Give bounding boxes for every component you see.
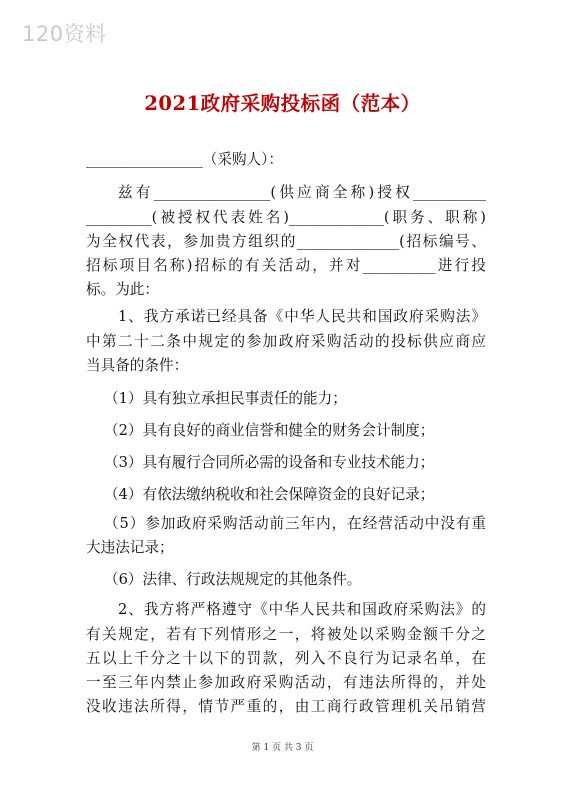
clause-2-line: 五以上千分之十以下的罚款，列入不良行为记录名单，在 [86, 650, 486, 667]
condition-item: （1）具有独立承担民事责任的能力； [104, 390, 347, 407]
purchaser-line: ________________（采购人）： [86, 151, 284, 168]
clause-1-line: 1、我方承诺已经具备《中华人民共和国政府采购法》 [118, 308, 486, 325]
body-line: 标。为此： [86, 281, 159, 298]
condition-item: （6）法律、行政法规规定的其他条件。 [104, 571, 362, 588]
clause-1-line: 中第二十二条中规定的参加政府采购活动的投标供应商应 [86, 333, 486, 350]
condition-item: （4）有依法缴纳税收和社会保障资金的良好记录； [104, 486, 435, 503]
condition-item: 大违法记录； [86, 539, 174, 556]
body-line: 为全权代表，参加贵方组织的______________(招标编号、 [86, 233, 486, 250]
body-line: 招标项目名称)招标的有关活动，并对__________进行投 [86, 257, 486, 274]
clause-2-line: 没收违法所得，情节严重的，由工商行政管理机关吊销营 [86, 698, 486, 715]
body-line: _________(被授权代表姓名)_____________(职务、职称) [86, 209, 486, 226]
condition-item: （2）具有良好的商业信誉和健全的财务会计制度； [104, 422, 435, 439]
document-title: 2021政府采购投标函（范本） [144, 92, 421, 115]
condition-item: （5）参加政府采购活动前三年内，在经营活动中没有重 [104, 515, 486, 532]
clause-2-line: 2、我方将严格遵守《中华人民共和国政府采购法》的 [118, 601, 486, 618]
clause-2-line: 一至三年内禁止参加政府采购活动，有违法所得的，并处 [86, 674, 486, 691]
body-line: 兹有________________(供应商全称)授权__________ [118, 184, 486, 201]
clause-2-line: 有关规定，若有下列情形之一，将被处以采购金额千分之 [86, 626, 486, 643]
condition-item: （3）具有履行合同所必需的设备和专业技术能力； [104, 454, 435, 471]
clause-1-line: 当具备的条件： [86, 357, 189, 374]
watermark-logo: 120资料 [22, 22, 107, 46]
page-number: 第 1 页 共 3 页 [251, 743, 314, 753]
